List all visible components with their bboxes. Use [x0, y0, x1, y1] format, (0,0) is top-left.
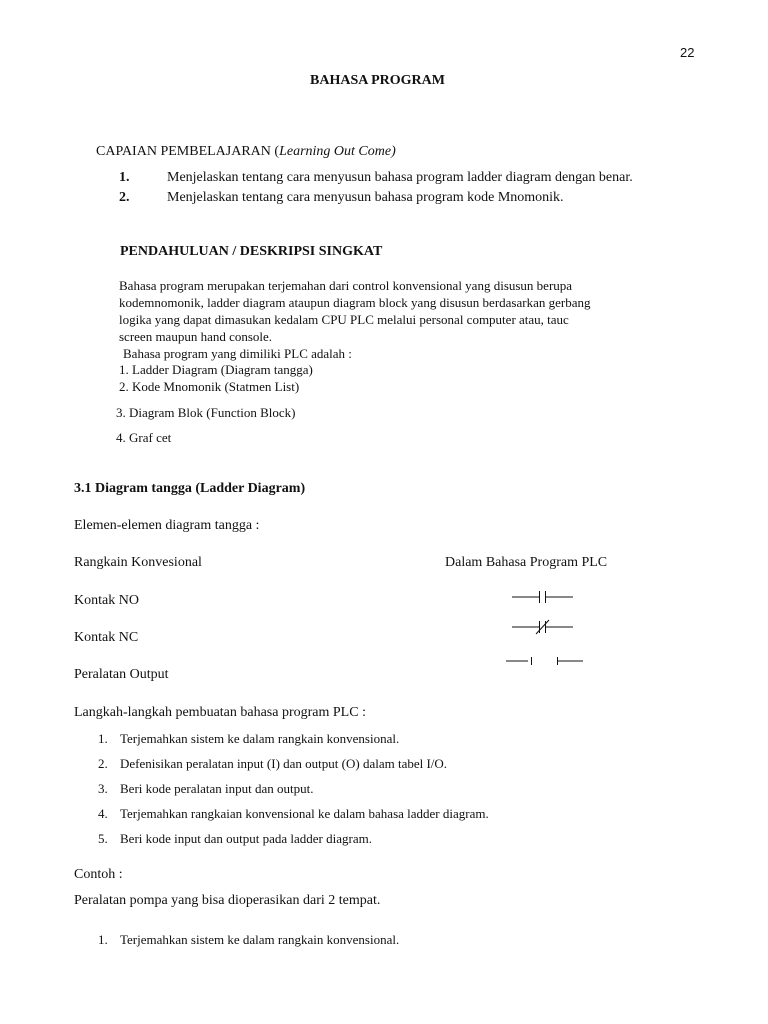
capaian-heading-prefix: CAPAIAN PEMBELAJARAN (	[96, 144, 280, 159]
capaian-heading-italic: Learning Out Come)	[279, 144, 396, 159]
step-text: Terjemahkan sistem ke dalam rangkain konvensional.	[120, 731, 400, 746]
step-text: Beri kode peralatan input dan output.	[120, 781, 314, 796]
capaian-item-2-num: 2.	[119, 190, 130, 205]
pendahuluan-item: 4. Graf cet	[116, 430, 172, 445]
contoh-text: Peralatan pompa yang bisa dioperasikan dari 2 tempat.	[74, 893, 381, 908]
steps-intro: Langkah-langkah pembuatan bahasa program PLC :	[74, 705, 366, 720]
step-text: Defenisikan peralatan input (I) dan output (O) dalam tabel I/O.	[120, 756, 448, 771]
pendahuluan-item: 2. Kode Mnomonik (Statmen List)	[119, 379, 300, 394]
contact-nc-symbol	[512, 618, 574, 636]
contoh-step-text: Terjemahkan sistem ke dalam rangkain konvensional.	[120, 932, 400, 947]
page-number: 22	[680, 45, 695, 60]
element-label-contact-nc: Kontak NC	[74, 630, 139, 645]
pendahuluan-intro: Bahasa program yang dimiliki PLC adalah :	[123, 346, 352, 361]
step-text: Beri kode input dan output pada ladder diagram.	[120, 831, 372, 846]
capaian-heading	[96, 143, 396, 160]
section-heading: 3.1 Diagram tangga (Ladder Diagram)	[74, 481, 306, 496]
pendahuluan-paragraph-line: Bahasa program merupakan terjemahan dari control konvensional yang disusun berupa	[119, 278, 573, 293]
page-title: BAHASA PROGRAM	[310, 73, 445, 88]
column-left-label: Rangkain Konvesional	[74, 555, 202, 570]
contoh-label: Contoh :	[74, 867, 123, 882]
pendahuluan-paragraph-line: kodemnomonik, ladder diagram ataupun diagram block yang disusun berdasarkan gerbang	[119, 295, 591, 310]
element-label-contact-no: Kontak NO	[74, 593, 139, 608]
output-coil-symbol	[506, 654, 584, 668]
step-number: 5.	[98, 831, 108, 846]
pendahuluan-item: 3. Diagram Blok (Function Block)	[116, 405, 296, 420]
step-number: 3.	[98, 781, 108, 796]
pendahuluan-item: 1. Ladder Diagram (Diagram tangga)	[119, 362, 313, 377]
capaian-item-1-text: Menjelaskan tentang cara menyusun bahasa program ladder diagram dengan benar.	[167, 170, 633, 185]
column-right-label: Dalam Bahasa Program PLC	[445, 555, 608, 570]
pendahuluan-paragraph-line: logika yang dapat dimasukan kedalam CPU PLC melalui personal computer atau, tauc	[119, 312, 569, 327]
step-text: Terjemahkan rangkaian konvensional ke dalam bahasa ladder diagram.	[120, 806, 489, 821]
elements-intro: Elemen-elemen diagram tangga :	[74, 518, 260, 533]
contact-no-symbol	[512, 589, 574, 605]
pendahuluan-paragraph-line: screen maupun hand console.	[119, 329, 273, 344]
element-label-output: Peralatan Output	[74, 667, 169, 682]
pendahuluan-heading: PENDAHULUAN / DESKRIPSI SINGKAT	[120, 244, 383, 259]
step-number: 4.	[98, 806, 108, 821]
step-number: 2.	[98, 756, 108, 771]
capaian-item-2-text: Menjelaskan tentang cara menyusun bahasa program kode Mnomonik.	[167, 190, 564, 205]
contoh-step-number: 1.	[98, 932, 108, 947]
step-number: 1.	[98, 731, 108, 746]
capaian-item-1-num: 1.	[119, 170, 130, 185]
